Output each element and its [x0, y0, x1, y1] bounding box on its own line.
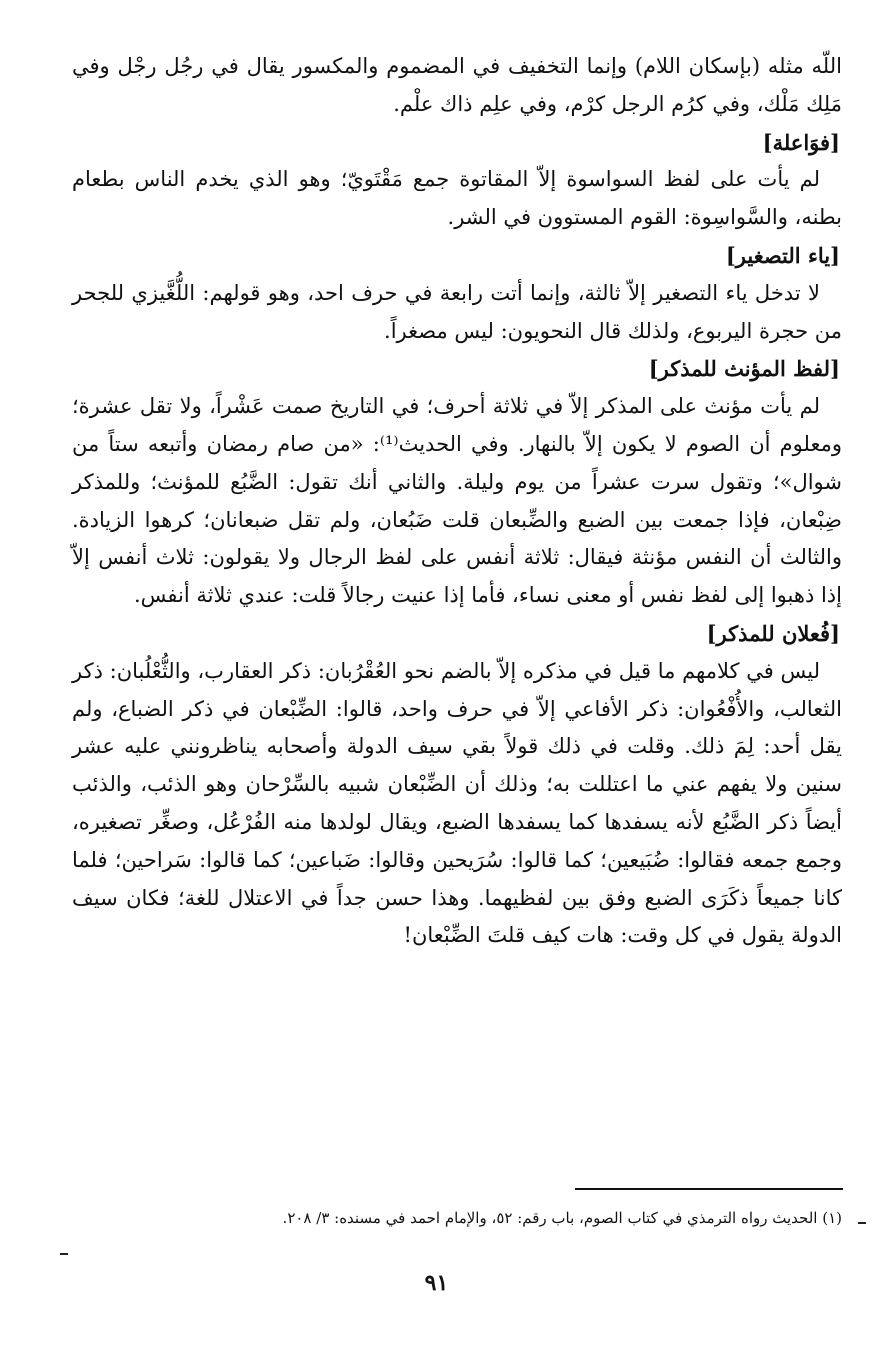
heading-fulan-masculine: [فُعلان للمذكر] [706, 620, 840, 646]
scan-mark [858, 1222, 866, 1224]
heading-fawaila: [فوَاعلة] [762, 129, 840, 155]
paragraph-4: لم يأت مؤنث على المذكر إلاّ في ثلاثة أحرف؛ في التاريخ صمت عَشْراً، ولا تقل عشرة؛ ومعلوم أن الصوم لا يكون إلاّ بالنهار. وفي الحديث⁽¹⁾: «من صام رمضان وأتبعه ستاً من شوال»؛ وتقول سرت عشراً من يوم وليلة. والثاني أنك تقول: الضَّبُع للمؤنث؛ وللمذكر ضِبْعان، فإذا جمعت بين الضبع والضِّبعان قلت ضَبُعان، ولم تقل ضبعانان؛ كرهوا الزيادة. والثالث أن النفس مؤنثة فيقال: ثلاثة أنفس على لفظ الرجال ولا يقولون: ثلاث أنفس إلاّ إذا ذهبوا إلى لفظ نفس أو معنى نساء، فأما إذا عنيت رجالاً قلت: عندي ثلاثة أنفس. [72, 394, 842, 608]
main-text [72, 48, 842, 955]
footnote-separator [575, 1188, 843, 1190]
scan-mark [60, 1253, 68, 1255]
heading-ya-tasghir: [ياء التصغير] [725, 242, 840, 268]
page-number: ٩١ [424, 1270, 449, 1296]
footnote: (١) الحديث رواه الترمذي في كتاب الصوم، باب رقم: ٥٢، والإمام احمد في مسنده: ٣/ ٢٠٨. [282, 1209, 842, 1227]
paragraph-2: لم يأت على لفظ السواسوة إلاّ المقاتوة جمع مَقْتَويّ؛ وهو الذي يخدم الناس بطعام بطنه، والسَّواسِوة: القوم المستوون في الشر. [72, 167, 842, 230]
paragraph-5: ليس في كلامهم ما قيل في مذكره إلاّ بالضم نحو العُقْرُبان: ذكر العقارب، والثُّعْلُبان: ذكر الثعالب، والأُفْعُوان: ذكر الأفاعي إلاّ في حرف واحد، قالوا: الضِّبْعان في ذكر الضباع، ولم يقل أحد: لِمَ ذلك. وقلت في ذلك قولاً بقي سيف الدولة وأصحابه يناظرونني عليه عشر سنين ولا يفهم عني ما اعتللت به؛ وذلك أن الضِّبْعان شبيه بالسِّرْحان وهو الذئب، والذئب أيضاً ذكر الضَّبُع لأنه يسفدها كما يسفدها الضبع، ويقال لولدها منه الفُرْعُل، وصغِّر تصغيره، وجمع جمعه فقالوا: ضُبَيعين؛ كما قالوا: سُرَيحين وقالوا: ضَباعين؛ كما قالوا: سَراحين؛ فلما كانا جميعاً ذكَرَى الضبع وفق بين لفظيهما. وهذا حسن جداً في الاعتلال للغة؛ فكان سيف الدولة يقول في كل وقت: هات كيف قلتَ الضِّبْعان! [72, 658, 842, 948]
paragraph-1: اللّه مثله (بإسكان اللام) وإنما التخفيف في المضموم والمكسور يقال في رجُل رجْل وفي مَلِك مَلْك، وفي كرُم الرجل كرْم، وفي علِم ذاك علْم. [72, 54, 842, 116]
paragraph-3: لا تدخل ياء التصغير إلاّ ثالثة، وإنما أتت رابعة في حرف احد، وهو قولهم: اللُّغَّيزي للجحر من حجرة اليربوع، ولذلك قال النحويون: ليس مصغراً. [72, 280, 842, 343]
heading-feminine-for-masculine: [لفظ المؤنث للمذكر] [648, 356, 840, 382]
